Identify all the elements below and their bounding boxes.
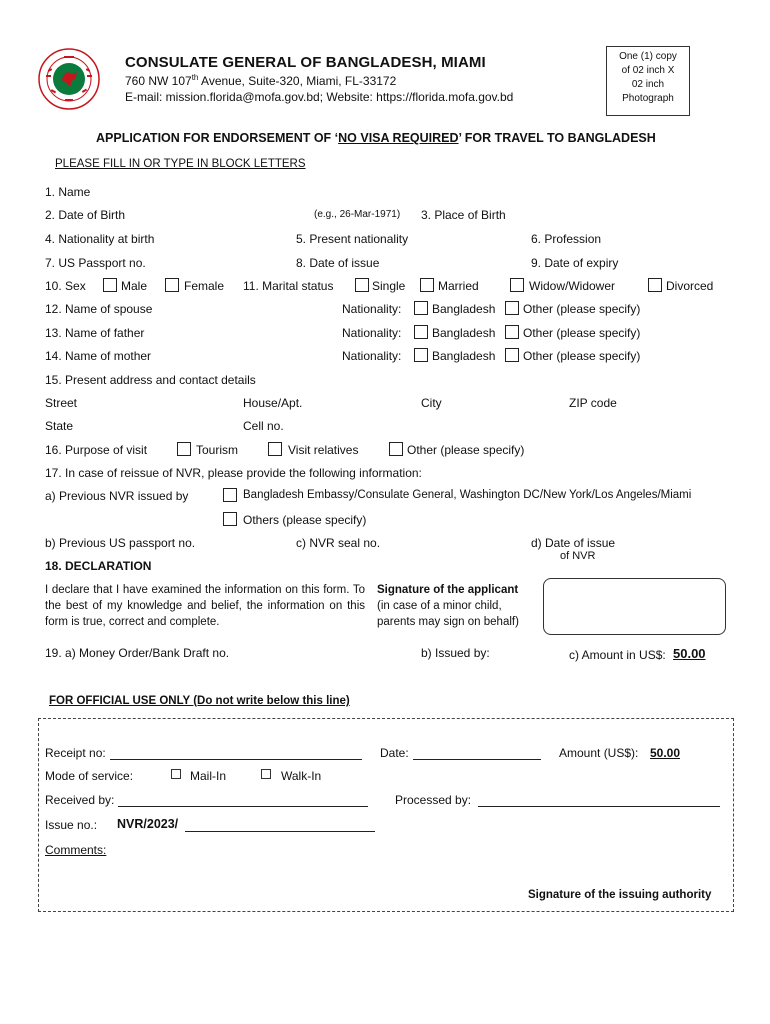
photo-box — [606, 46, 690, 116]
money-order-label: 19. a) Money Order/Bank Draft no. — [45, 646, 230, 660]
mother-bangladesh-checkbox[interactable] — [414, 348, 428, 362]
tourism-checkbox[interactable] — [177, 442, 191, 456]
photo-line: One (1) copy — [619, 51, 677, 62]
street-label: Street — [45, 396, 78, 410]
nvr-seal-label: c) NVR seal no. — [296, 536, 381, 550]
spouse-bangladesh-label: Bangladesh — [432, 302, 496, 316]
photo-line: of 02 inch X — [621, 65, 675, 76]
official-heading: FOR OFFICIAL USE ONLY (Do not write below this line) — [49, 695, 350, 707]
reissue-label: 17. In case of reissue of NVR, please provide the following information: — [45, 466, 422, 480]
single-checkbox[interactable] — [355, 278, 369, 292]
cell-label: Cell no. — [243, 419, 284, 433]
address-part: 760 NW 107 — [125, 74, 192, 88]
signature-heading: Signature of the applicant — [377, 584, 519, 596]
signature-instructions — [377, 582, 537, 630]
comments-label: Comments: — [45, 843, 107, 857]
nationality-birth-label: 4. Nationality at birth — [45, 232, 155, 246]
declaration-heading: 18. DECLARATION — [45, 559, 152, 573]
applicant-signature-box[interactable] — [543, 578, 726, 635]
mother-nationality-label: Nationality: — [342, 349, 402, 363]
mother-label: 14. Name of mother — [45, 349, 152, 363]
place-of-birth-label: 3. Place of Birth — [421, 208, 506, 222]
received-by-label: Received by: — [45, 793, 115, 807]
embassy-checkbox[interactable] — [223, 488, 237, 502]
amount-label: c) Amount in US$: — [569, 648, 666, 662]
father-other-label: Other (please specify) — [523, 326, 641, 340]
others-label: Others (please specify) — [243, 513, 367, 527]
marital-label: 11. Marital status — [243, 279, 334, 293]
mail-in-checkbox[interactable] — [171, 769, 181, 779]
tourism-label: Tourism — [196, 443, 239, 457]
father-other-checkbox[interactable] — [505, 325, 519, 339]
issuing-authority-signature: Signature of the issuing authority — [528, 889, 712, 901]
photo-line: 02 inch — [631, 79, 665, 90]
address-sup: th — [191, 73, 199, 82]
purpose-label: 16. Purpose of visit — [45, 443, 148, 457]
other-purpose-label: Other (please specify) — [407, 443, 525, 457]
visit-relatives-checkbox[interactable] — [268, 442, 282, 456]
mail-in-label: Mail-In — [190, 769, 227, 783]
government-seal — [38, 48, 100, 110]
us-passport-label: 7. US Passport no. — [45, 256, 146, 270]
official-amount-label: Amount (US$): — [559, 746, 639, 760]
form-title — [96, 131, 656, 145]
others-checkbox[interactable] — [223, 512, 237, 526]
received-by-line[interactable] — [118, 806, 368, 807]
nvr-date-label-2: of NVR — [560, 550, 596, 562]
title-part: APPLICATION FOR ENDORSEMENT OF ‘ — [96, 131, 339, 145]
consulate-contact: E-mail: mission.florida@mofa.gov.bd; Website: https://florida.mofa.gov.bd — [125, 90, 514, 104]
date-expiry-label: 9. Date of expiry — [531, 256, 619, 270]
receipt-label: Receipt no: — [45, 746, 106, 760]
married-label: Married — [438, 279, 479, 293]
father-label: 13. Name of father — [45, 326, 145, 340]
dob-label: 2. Date of Birth — [45, 208, 126, 222]
issued-by-label: b) Issued by: — [421, 646, 490, 660]
consulate-title: CONSULATE GENERAL OF BANGLADESH, MIAMI — [125, 54, 486, 71]
city-label: City — [421, 396, 442, 410]
processed-by-label: Processed by: — [395, 793, 472, 807]
sex-label: 10. Sex — [45, 279, 86, 293]
processed-by-line[interactable] — [478, 806, 720, 807]
official-amount-value: 50.00 — [650, 746, 681, 760]
walk-in-checkbox[interactable] — [261, 769, 271, 779]
divorced-label: Divorced — [666, 279, 714, 293]
name-label: 1. Name — [45, 185, 91, 199]
mother-bangladesh-label: Bangladesh — [432, 349, 496, 363]
prev-nvr-label: a) Previous NVR issued by — [45, 489, 189, 503]
divorced-checkbox[interactable] — [648, 278, 662, 292]
receipt-line[interactable] — [110, 759, 362, 760]
spouse-other-checkbox[interactable] — [505, 301, 519, 315]
spouse-label: 12. Name of spouse — [45, 302, 153, 316]
address-label: 15. Present address and contact details — [45, 373, 256, 387]
signature-note: (in case of a minor child, parents may sign on behalf) — [377, 600, 519, 628]
prev-passport-label: b) Previous US passport no. — [45, 536, 196, 550]
seal-icon — [38, 48, 100, 110]
consulate-address — [125, 73, 396, 88]
zip-label: ZIP code — [569, 396, 617, 410]
official-date-line[interactable] — [413, 759, 541, 760]
other-purpose-checkbox[interactable] — [389, 442, 403, 456]
dob-example: (e.g., 26-Mar-1971) — [314, 209, 401, 220]
issue-no-prefix: NVR/2023/ — [117, 817, 179, 831]
visit-relatives-label: Visit relatives — [288, 443, 359, 457]
spouse-bangladesh-checkbox[interactable] — [414, 301, 428, 315]
official-date-label: Date: — [380, 746, 409, 760]
female-checkbox[interactable] — [165, 278, 179, 292]
present-nationality-label: 5. Present nationality — [296, 232, 409, 246]
instruction: PLEASE FILL IN OR TYPE IN BLOCK LETTERS — [55, 158, 306, 170]
declaration-text: I declare that I have examined the information on this form. To the best of my knowledge and belief, the information on this form is true, correct and complete. — [45, 584, 365, 628]
male-label: Male — [121, 279, 148, 293]
amount-value: 50.00 — [673, 646, 706, 661]
father-bangladesh-label: Bangladesh — [432, 326, 496, 340]
mother-other-label: Other (please specify) — [523, 349, 641, 363]
photo-line: Photograph — [622, 93, 674, 104]
issue-no-line[interactable] — [185, 831, 375, 832]
nvr-date-label: d) Date of issue — [531, 536, 616, 550]
issue-no-label: Issue no.: — [45, 818, 98, 832]
mode-label: Mode of service: — [45, 769, 134, 783]
married-checkbox[interactable] — [420, 278, 434, 292]
state-label: State — [45, 419, 74, 433]
male-checkbox[interactable] — [103, 278, 117, 292]
address-part-2: Avenue, Suite-320, Miami, FL-33172 — [198, 74, 397, 88]
single-label: Single — [372, 279, 406, 293]
walk-in-label: Walk-In — [281, 769, 322, 783]
mother-other-checkbox[interactable] — [505, 348, 519, 362]
female-label: Female — [184, 279, 225, 293]
title-part-2: ’ FOR TRAVEL TO BANGLADESH — [458, 131, 656, 145]
embassy-label: Bangladesh Embassy/Consulate General, Washington DC/New York/Los Angeles/Miami — [243, 489, 692, 501]
father-bangladesh-checkbox[interactable] — [414, 325, 428, 339]
profession-label: 6. Profession — [531, 232, 602, 246]
widow-label: Widow/Widower — [529, 279, 616, 293]
father-nationality-label: Nationality: — [342, 326, 402, 340]
widow-checkbox[interactable] — [510, 278, 524, 292]
house-label: House/Apt. — [243, 396, 303, 410]
spouse-other-label: Other (please specify) — [523, 302, 641, 316]
spouse-nationality-label: Nationality: — [342, 302, 402, 316]
title-underlined: NO VISA REQUIRED — [338, 131, 459, 145]
date-issue-label: 8. Date of issue — [296, 256, 380, 270]
